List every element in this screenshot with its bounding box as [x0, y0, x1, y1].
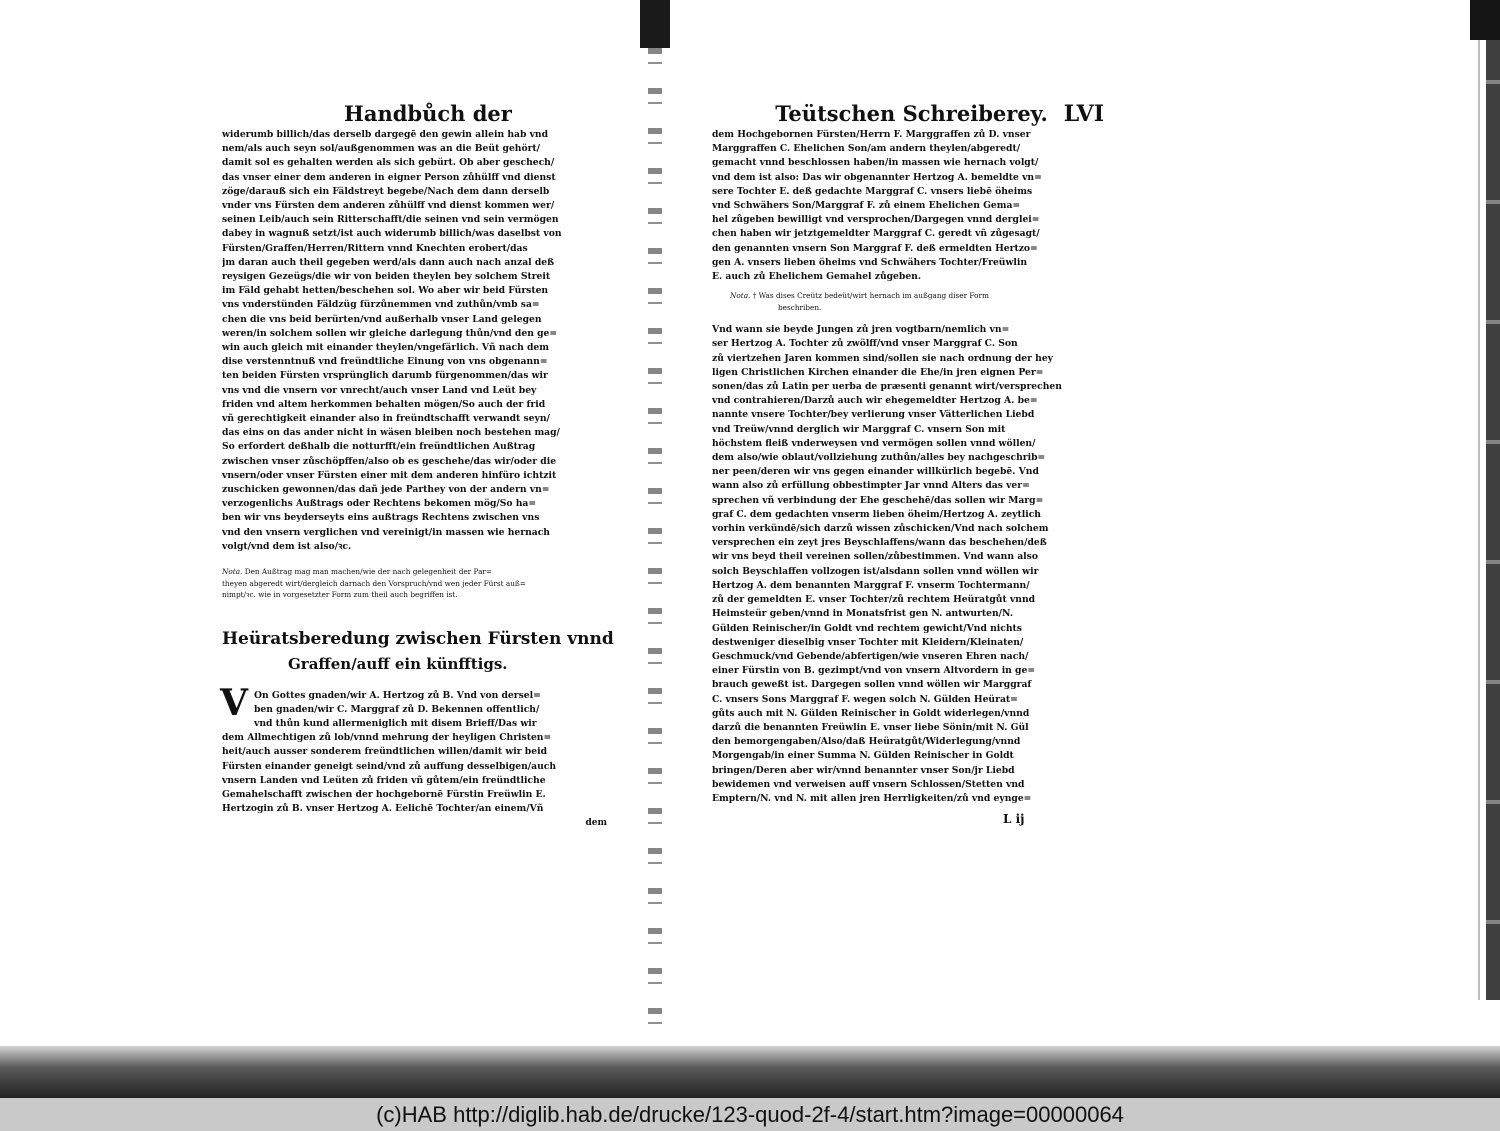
left-running-head: Handbůch der: [344, 101, 512, 126]
text-line: vnd Schwähers Son/Marggraf F. zů einem Ehelichen Gema=: [712, 200, 1021, 212]
gutter-binding-strip: [648, 48, 662, 1048]
right-running-head-title: Teütschen Schreiberey.: [775, 101, 1048, 126]
text-line: So erfordert deßhalb die notturfft/ein freündtlichen Außtrag: [222, 441, 536, 453]
text-line: vnd thůn kund allermeniglich mit disem Brieff/Das wir: [254, 718, 537, 729]
gutter-shadow: [640, 0, 670, 48]
text-line: das eins on das ander nicht in wäsen bleiben noch bestehen mag/: [222, 427, 560, 439]
text-line: Gülden Reinischer/in Goldt vnd rechtem gewicht/Vnd nichts: [712, 622, 1022, 634]
text-line: brauch geweßt ist. Dargegen sollen vnnd wöllen wir Marggraf: [712, 679, 1032, 691]
signature-mark: L ij: [1003, 812, 1025, 826]
text-line: widerumb billich/das derselb dargegē den gewin allein hab vnd: [222, 129, 549, 140]
text-line: vnder vns Fürsten dem anderen zůhülff vnd dienst kommen wer/: [222, 200, 555, 212]
text-line: den bemorgengaben/Also/daß Heüratgůt/Widerlegung/vnnd: [712, 736, 1021, 748]
section-heading: [222, 627, 614, 677]
text-line: Emptern/N. vnd N. mit allen jren Herrligkeiten/zů vnd eynge=: [712, 792, 1032, 804]
text-line: sere Tochter E. deß gedachte Marggraf C. vnsers liebē öheims: [712, 185, 1033, 197]
text-line: höchstem fleiß vnderweysen vnd vermögen sollen vnnd wöllen/: [712, 437, 1036, 449]
text-line: vnsern/oder vnser Fürsten einer mit dem anderen hinfüro ichtzit: [222, 469, 557, 481]
text-line: nem/als auch seyn sol/außgenommen was an die Beüt gehört/: [222, 143, 541, 155]
text-line: gemacht vnnd beschlossen haben/in massen wie hernach volgt/: [712, 157, 1039, 169]
text-line: dabey in wagnuß setzt/ist auch widerumb billich/was daselbst von: [222, 228, 562, 240]
text-line: chen haben wir jetztgemeldter Marggraf C. geredt vñ zůgesagt/: [712, 228, 1040, 240]
text-line: weren/in solchem sollen wir gleiche darlegung thůn/vnd den ge=: [222, 327, 558, 339]
text-line: solch Beyschlaffen vollzogen ist/alsdann sollen vnnd wöllen wir: [712, 565, 1039, 577]
left-body-text: [222, 128, 607, 554]
text-line: ben wir vns beyderseyts eins außtrags Rechtens zwischen vns: [222, 512, 540, 524]
text-line: vñ gerechtigkeit einander also in freündtschafft verwandt seyn/: [222, 413, 550, 425]
text-line: Gemahelschafft zwischen der hochgebornē Fürstin Freüwlin E.: [222, 789, 546, 801]
text-line: vns vnd die vnsern vor vnrecht/auch vnser Land vnd Leüt bey: [222, 384, 537, 396]
text-line: dem Hochgebornen Fürsten/Herrn F. Marggraffen zů D. vnser: [712, 129, 1031, 140]
text-line: damit sol es gehalten werden als sich gebürt. Ob aber geschech/: [222, 157, 555, 169]
text-line: ligen Christlichen Kirchen einander die Ehe/in jren eignen Per=: [712, 366, 1044, 378]
nota-line: Den Außtrag mag man machen/wie der nach gelegenheit der Par=: [244, 567, 493, 577]
text-line: vorhin verkündē/sich darzů wissen zůschicken/Vnd nach solchem: [712, 523, 1049, 535]
right-page: [712, 100, 1104, 806]
text-line: C. vnsers Sons Marggraf F. wegen solch N. Gülden Heürat=: [712, 693, 1018, 705]
text-line: verzogenlichs Außtrags oder Rechtens bekomen mög/So ha=: [222, 498, 537, 510]
text-line: Heimsteür geben/vnnd in Monatsfrist gen N. antwurten/N.: [712, 608, 1014, 620]
nota-line: † Was dises Creütz bedeüt/wirt hernach im außgang diser Form: [752, 291, 989, 301]
text-line: chen die vns beid berürten/vnd außerhalb vnser Land gelegen: [222, 313, 542, 325]
text-line: dise verstenntnuß vnd freündtliche Einung von vns obgenann=: [222, 356, 548, 368]
corner-shadow: [1470, 0, 1500, 40]
text-line: Geschmuck/vnd Gebende/abfertigen/wie vnseren Ehren nach/: [712, 650, 1029, 662]
text-line: Hertzog A. dem benannten Marggraf F. vnserm Tochtermann/: [712, 579, 1030, 591]
text-line: vnd dem ist also: Das wir obgenannter Hertzog A. bemeldte vn=: [712, 171, 1042, 183]
text-line: versprechen ein zeyt jres Beyschlaffens/wann das beschehen/deß: [712, 537, 1047, 549]
text-line: heit/auch ausser sonderem freündtlichen willen/damit wir beid: [222, 746, 547, 758]
text-line: zů viertzehen Jaren kommen sind/sollen sie nach ordnung der hey: [712, 352, 1054, 364]
text-line: zwischen vnser zůschöpffen/also ob es geschehe/das wir/oder die: [222, 455, 557, 467]
scanner-shadow-band: [0, 1046, 1500, 1098]
section-heading-line-2: Graffen/auff ein künfftigs.: [288, 654, 508, 673]
catchword: dem: [585, 818, 607, 829]
text-line: ten beiden Fürsten vrsprünglich darumb fürgenommen/das wir: [222, 370, 548, 382]
nota-label: Nota.: [222, 567, 243, 577]
text-line: bewidemen vnd verweisen auff vnsern Schlossen/Stetten vnd: [712, 778, 1025, 790]
text-line: gen A. vnsers lieben öheims vnd Schwähers Tochter/Freüwlin: [712, 256, 1028, 268]
nota-line: nimpt/ꝛc. wie in vorgesetzter Form zum theil auch begriffen ist.: [222, 590, 458, 600]
text-line: vns vnderstünden Fäldzüg fürzůnemmen vnd zuthůn/vmb sa=: [222, 299, 540, 311]
text-line: reysigen Gezeügs/die wir von beiden theylen bey solchem Streit: [222, 271, 551, 283]
text-line: im Fäld gehabt hetten/beschehen sol. Wo aber wir beid Fürsten: [222, 285, 549, 297]
section-body: [220, 681, 607, 831]
nota-label: Nota.: [730, 291, 751, 301]
text-line: Fürsten einander geneigt seind/vnd zů auffung desselbigen/auch: [222, 760, 557, 772]
text-line: vnsern Landen vnd Leüten zů friden vñ gůtem/ein freündtliche: [222, 774, 546, 786]
text-line: ner peen/deren wir vns gegen einander willkürlich begebē. Vnd: [712, 466, 1039, 478]
text-line: On Gottes gnaden/wir A. Hertzog zů B. Vnd von dersel=: [254, 689, 541, 701]
text-line: zöge/darauß sich ein Fäldstreyt begebe/Nach dem dann derselb: [222, 185, 550, 197]
text-line: win auch gleich mit einander theylen/vngefärlich. Vñ nach dem: [222, 342, 549, 354]
drop-cap-initial: V: [220, 681, 248, 724]
footer-credit: (c)HAB http://diglib.hab.de/drucke/123-quod-2f-4/start.htm?image=00000064: [376, 1101, 1124, 1127]
text-line: volgt/vnd dem ist also/ꝛc.: [222, 540, 352, 552]
text-line: ser Hertzog A. Tochter zů zwölff/vnd vnser Marggraf C. Son: [712, 338, 1018, 350]
text-line: graf C. dem gedachten vnserm lieben öheim/Hertzog A. zeytlich: [712, 508, 1041, 520]
text-line: Fürsten/Graffen/Herren/Rittern vnnd Knechten erobert/das: [222, 242, 528, 254]
page-edge-shadow: [1486, 40, 1500, 1000]
text-line: wir vns beyd theil vereinen sollen/zůbestimmen. Vnd wann also: [712, 551, 1038, 563]
text-line: jm daran auch theil gegeben werd/als dann auch nach anzal deß: [222, 256, 555, 268]
text-line: vnd Treüw/vnnd derglich wir Marggraf C. vnsern Son mit: [712, 423, 1006, 435]
text-line: gůts auch mit N. Gülden Reinischer in Goldt widerlegen/vnnd: [712, 707, 1030, 719]
text-line: ben gnaden/wir C. Marggraf zů D. Bekennen offentlich/: [254, 703, 540, 715]
text-line: destweniger dieselbig vnser Tochter mit Kleidern/Kleinaten/: [712, 636, 1024, 648]
text-line: vnd den vnsern verglichen vnd vereinigt/in massen wie hernach: [222, 526, 550, 538]
left-nota: [222, 566, 607, 601]
right-body-text-b: [712, 323, 1104, 806]
text-line: Vnd wann sie beyde Jungen zů jren vogtbarn/nemlich vn=: [712, 324, 1010, 336]
right-body-text-a: [712, 128, 1104, 284]
text-line: E. auch zů Ehelichem Gemahel zůgeben.: [712, 271, 922, 283]
text-line: Hertzogin zů B. vnser Hertzog A. Eelichē Tochter/an einem/Vñ: [222, 803, 544, 815]
text-line: wann also zů erfüllung obbestimpter Jar vnnd Alters das ver=: [712, 480, 1030, 492]
left-page: [220, 100, 614, 831]
text-line: zů der gemeldten E. vnser Tochter/zů rechtem Heüratgůt vnnd: [712, 594, 1036, 606]
folio-number: LVI: [1063, 101, 1104, 127]
text-line: bringen/Deren aber wir/vnnd benannter vnser Son/jr Liebd: [712, 764, 1015, 776]
text-line: darzů die benannten Freüwlin E. vnser liebe Sönin/mit N. Gül: [712, 721, 1029, 733]
text-line: nannte vnsere Tochter/bey verlierung vnser Vätterlichen Liebd: [712, 409, 1035, 421]
text-line: hel zůgeben bewilligt vnd versprochen/Dargegen vnnd derglei=: [712, 214, 1040, 226]
text-line: Morgengab/in einer Summa N. Gülden Reinischer in Goldt: [712, 750, 1014, 762]
text-line: den genannten vnsern Son Marggraf F. deß ermeldten Hertzo=: [712, 242, 1038, 254]
text-line: sprechen vñ verbindung der Ehe geschehē/das sollen wir Marg=: [712, 494, 1044, 506]
section-heading-line-1: Heüratsberedung zwischen Fürsten vnnd: [222, 628, 614, 649]
text-line: vnd contrahieren/Darzů auch wir ehegemeldter Hertzog A. be=: [712, 395, 1038, 407]
text-line: einer Fürstin von B. gezimpt/vnd von vnsern Altvordern in ge=: [712, 665, 1036, 677]
text-line: sonen/das zů Latin per uerba de præsenti genannt wirt/versprechen: [712, 381, 1062, 393]
footer-bar: [0, 1098, 1500, 1131]
text-line: seinen Leib/auch sein Ritterschafft/die seinen vnd sein vermögen: [222, 214, 559, 226]
right-running-head: [712, 100, 1104, 128]
text-line: Marggraffen C. Ehelichen Son/am andern theylen/abgeredt/: [712, 143, 1021, 155]
text-line: das vnser einer dem anderen in eigner Person zůhülff vnd dienst: [222, 171, 556, 183]
nota-line: beschriben.: [778, 302, 822, 312]
text-line: friden vnd altem herkommen behalten mögen/So auch der frid: [222, 398, 546, 410]
text-line: zuschicken gewonnen/das dañ jede Parthey von der andern vn=: [222, 484, 550, 496]
text-line: dem Allmechtigen zů lob/vnnd mehrung der heyligen Christen=: [222, 732, 552, 744]
right-nota: [712, 290, 1104, 313]
text-line: dem also/wie oblaut/vollziehung zuthůn/alles bey nachgeschrib=: [712, 452, 1046, 464]
nota-line: theyen abgeredt wirt/dergleich darnach den Vorspruch/vnd wen jeder Fürst auß=: [222, 578, 526, 588]
